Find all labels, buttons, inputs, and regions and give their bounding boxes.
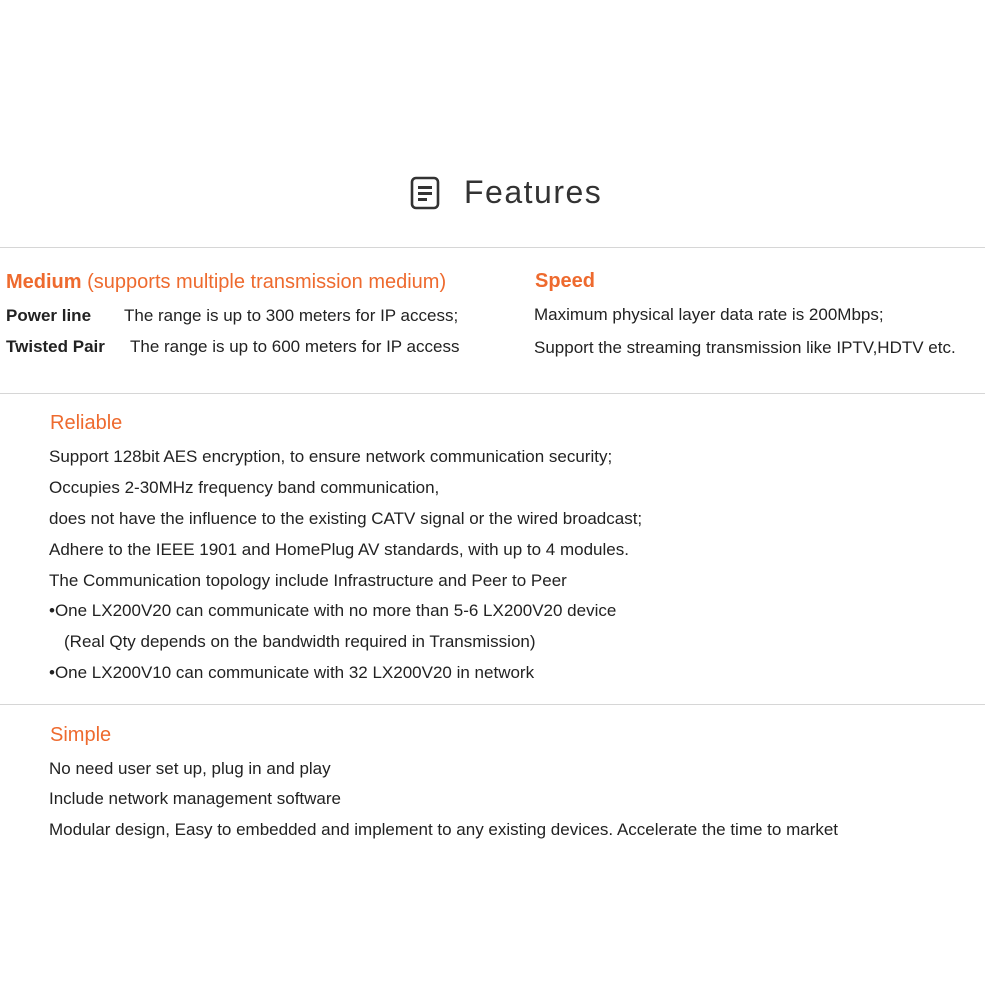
divider-simple bbox=[0, 704, 985, 705]
medium-subtitle: (supports multiple transmission medium) bbox=[87, 271, 447, 293]
medium-row-text: The range is up to 600 meters for IP access bbox=[130, 337, 460, 356]
reliable-line: Occupies 2-30MHz frequency band communication, bbox=[49, 478, 440, 497]
speed-line: Maximum physical layer data rate is 200Mbps; bbox=[534, 305, 884, 324]
simple-line: No need user set up, plug in and play bbox=[49, 759, 331, 778]
medium-row-label: Twisted Pair bbox=[6, 337, 105, 356]
divider-top bbox=[0, 247, 985, 248]
medium-row-label: Power line bbox=[6, 306, 92, 325]
reliable-bullet-line: •One LX200V10 can communicate with 32 LX200V20 in network bbox=[49, 663, 535, 682]
document-list-icon bbox=[410, 176, 440, 210]
speed-line: Support the streaming transmission like IPTV,HDTV etc. bbox=[534, 338, 956, 357]
simple-title: Simple bbox=[50, 724, 112, 746]
page-title: Features bbox=[464, 174, 603, 210]
reliable-title: Reliable bbox=[50, 412, 123, 434]
speed-title: Speed bbox=[535, 270, 596, 292]
simple-line: Include network management software bbox=[49, 789, 341, 808]
reliable-note-line: (Real Qty depends on the bandwidth required in Transmission) bbox=[64, 632, 536, 651]
reliable-line: Support 128bit AES encryption, to ensure network communication security; bbox=[49, 447, 613, 466]
reliable-line: Adhere to the IEEE 1901 and HomePlug AV standards, with up to 4 modules. bbox=[49, 540, 629, 559]
reliable-line: The Communication topology include Infrastructure and Peer to Peer bbox=[49, 571, 567, 590]
reliable-bullet-line: •One LX200V20 can communicate with no more than 5-6 LX200V20 device bbox=[49, 601, 617, 620]
medium-section-title bbox=[6, 271, 446, 294]
reliable-line: does not have the influence to the existing CATV signal or the wired broadcast; bbox=[49, 509, 643, 528]
medium-row-text: The range is up to 300 meters for IP access; bbox=[124, 306, 459, 325]
simple-line: Modular design, Easy to embedded and implement to any existing devices. Accelerate the time to market bbox=[49, 820, 839, 839]
divider-reliable bbox=[0, 393, 985, 394]
features-header bbox=[0, 172, 1000, 218]
medium-title: Medium bbox=[6, 271, 82, 293]
